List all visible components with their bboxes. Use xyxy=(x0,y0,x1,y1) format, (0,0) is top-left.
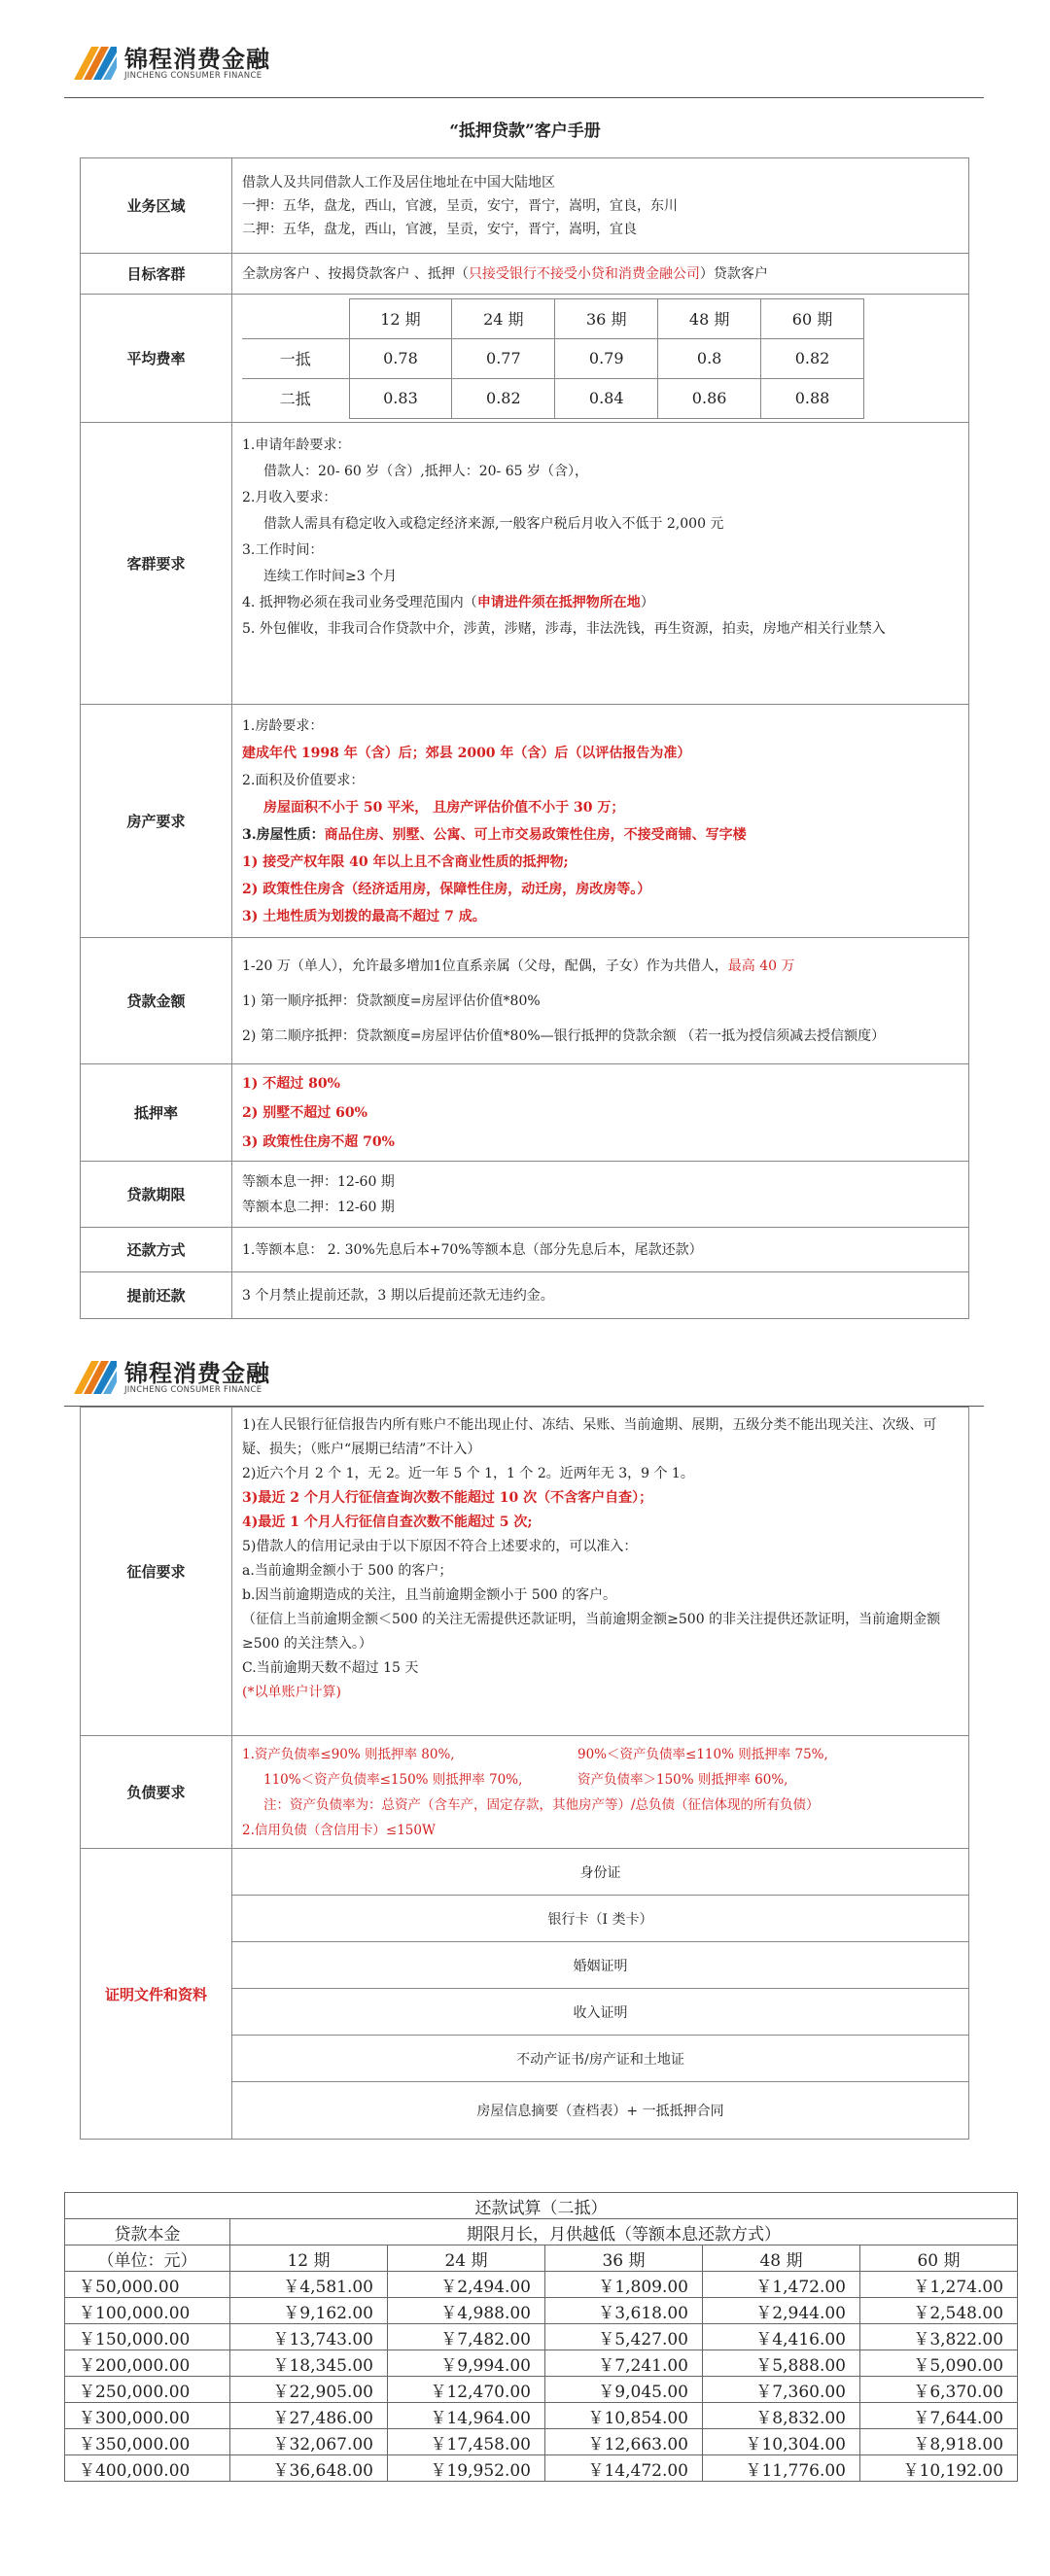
row-amount xyxy=(81,938,969,1064)
payment-cell: ￥19,952.00 xyxy=(388,2455,545,2482)
doc-item: 房屋信息摘要（查档表）+ 一抵抵押合同 xyxy=(232,2082,968,2140)
principal-cell: ￥200,000.00 xyxy=(65,2350,230,2377)
rate-corner xyxy=(242,298,349,338)
rate-value: 0.88 xyxy=(761,378,864,418)
property-line-red: 2) 政策性住房含（经济适用房，保障性住房，动迁房，房改房等。） xyxy=(242,881,651,897)
area-line: 一押：五华，盘龙，西山，官渡，呈贡，安宁，晋宁，嵩明，宜良，东川 xyxy=(242,197,678,214)
property-line-red: 房屋面积不小于 50 平米， 且房产评估价值不小于 30 万； xyxy=(263,799,625,816)
property-line-red: 3) 土地性质为划拨的最高不超过 7 成。 xyxy=(242,908,486,924)
label-property: 房产要求 xyxy=(81,705,232,938)
payment-cell: ￥5,888.00 xyxy=(703,2350,860,2377)
payment-cell: ￥6,370.00 xyxy=(860,2377,1018,2403)
payment-cell: ￥7,482.00 xyxy=(388,2324,545,2350)
payment-cell: ￥11,776.00 xyxy=(703,2455,860,2482)
brand-name-en: JINCHENG CONSUMER FINANCE xyxy=(124,71,262,82)
calc-col0-header: 贷款本金 xyxy=(65,2219,230,2245)
payment-cell: ￥1,809.00 xyxy=(545,2272,703,2298)
payment-cell: ￥7,644.00 xyxy=(860,2403,1018,2429)
credit-line: b.因当前逾期造成的关注，且当前逾期金额小于 500 的客户。 xyxy=(242,1587,617,1603)
table-row xyxy=(65,2272,1018,2298)
payment-cell: ￥12,663.00 xyxy=(545,2429,703,2455)
handbook-table-2 xyxy=(80,1407,969,2140)
property-line-red: 1) 接受产权年限 40 年以上且不含商业性质的抵押物; xyxy=(242,853,569,870)
property-line-red: 建成年代 1998 年（含）后；郊县 2000 年（含）后（以评估报告为准） xyxy=(242,745,691,761)
row-target xyxy=(81,254,969,295)
calc-period: 48 期 xyxy=(703,2245,860,2272)
rate-table xyxy=(242,298,864,419)
payment-cell: ￥2,548.00 xyxy=(860,2298,1018,2324)
row-property xyxy=(81,705,969,938)
property-line-red: 商品住房、别墅、公寓、可上市交易政策性住房，不接受商铺、写字楼 xyxy=(324,826,747,843)
label-target: 目标客群 xyxy=(81,254,232,295)
label-prepay: 提前还款 xyxy=(81,1272,232,1319)
credit-line: 2)近六个月 2 个 1，无 2。近一年 5 个 1，1 个 2。近两年无 3，9 个 1。 xyxy=(242,1466,694,1481)
ltv-line: 3) 政策性住房不超 70% xyxy=(242,1133,395,1150)
credit-line-red: (*以单账户计算) xyxy=(242,1685,341,1700)
term-line: 等额本息二押：12-60 期 xyxy=(242,1199,395,1215)
principal-cell: ￥100,000.00 xyxy=(65,2298,230,2324)
label-term: 贷款期限 xyxy=(81,1162,232,1228)
target-text-red: 只接受银行不接受小贷和消费金融公司 xyxy=(468,265,700,282)
rate-value: 0.77 xyxy=(452,338,555,378)
payment-cell: ￥3,822.00 xyxy=(860,2324,1018,2350)
brand-logo xyxy=(68,1353,270,1404)
customer-line-red: 申请进件须在抵押物所在地 xyxy=(476,595,641,610)
doc-item: 不动产证书/房产证和土地证 xyxy=(232,2036,968,2082)
payment-cell: ￥3,618.00 xyxy=(545,2298,703,2324)
debt-line: 注：资产负债率为：总资产（含车产，固定存款，其他房产等）/总负债（征信体现的所有负债） xyxy=(263,1796,820,1813)
brand-name-en: JINCHENG CONSUMER FINANCE xyxy=(124,1385,262,1396)
area-line: 二押：五华，盘龙，西山，官渡，呈贡，安宁，晋宁，嵩明，宜良 xyxy=(242,221,637,237)
brand-name-cn: 锦程消费金融 xyxy=(124,45,270,73)
table-row xyxy=(65,2350,1018,2377)
customer-line: 借款人：20- 60 岁（含）,抵押人：20- 65 岁（含）， xyxy=(263,464,588,479)
table-row xyxy=(65,2429,1018,2455)
logo-mark-icon xyxy=(68,39,119,89)
target-text: 全款房客户 、按揭贷款客户 、抵押（ xyxy=(242,265,469,282)
payment-cell: ￥4,988.00 xyxy=(388,2298,545,2324)
area-line: 借款人及共同借款人工作及居住地址在中国大陆地区 xyxy=(242,174,555,191)
calc-period: 12 期 xyxy=(230,2245,388,2272)
customer-line: 1.申请年龄要求： xyxy=(242,437,351,453)
calc-period: 36 期 xyxy=(545,2245,703,2272)
credit-line: （征信上当前逾期金额＜500 的关注无需提供还款证明，当前逾期金额≥500 的非关注提供还款证明，当前逾期金额≥500 的关注禁入。） xyxy=(242,1612,941,1652)
doc-item: 婚姻证明 xyxy=(232,1942,968,1989)
rate-period: 48 期 xyxy=(658,298,761,338)
amount-line: 1) 第一顺序抵押：贷款额度=房屋评估价值*80% xyxy=(242,992,541,1009)
customer-line: 2.月收入要求： xyxy=(242,490,337,505)
page-title: “抵押贷款”客户手册 xyxy=(449,122,601,141)
row-docs xyxy=(81,1849,969,2140)
payment-cell: ￥9,162.00 xyxy=(230,2298,388,2324)
row-credit xyxy=(81,1408,969,1736)
ltv-line: 1) 不超过 80% xyxy=(242,1075,340,1092)
calc-title: 还款试算（二抵） xyxy=(65,2193,1018,2219)
rate-period: 24 期 xyxy=(452,298,555,338)
rate-value: 0.82 xyxy=(761,338,864,378)
target-text: ）贷款客户 xyxy=(699,265,768,282)
payment-cell: ￥32,067.00 xyxy=(230,2429,388,2455)
credit-line: 5)借款人的信用记录由于以下原因不符合上述要求的，可以准入： xyxy=(242,1539,638,1554)
calc-span-header: 期限月长，月供越低（等额本息还款方式） xyxy=(230,2219,1018,2245)
label-docs: 证明文件和资料 xyxy=(81,1849,232,2140)
term-line: 等额本息一押：12-60 期 xyxy=(242,1173,395,1190)
row-repay xyxy=(81,1228,969,1272)
ltv-line: 2) 别墅不超过 60% xyxy=(242,1104,368,1121)
property-line: 1.房龄要求： xyxy=(242,717,324,734)
payment-cell: ￥12,470.00 xyxy=(388,2377,545,2403)
principal-cell: ￥50,000.00 xyxy=(65,2272,230,2298)
payment-cell: ￥5,090.00 xyxy=(860,2350,1018,2377)
debt-line: 110%＜资产负债率≤150% 则抵押率 70%, xyxy=(263,1771,523,1788)
payment-cell: ￥36,648.00 xyxy=(230,2455,388,2482)
doc-item: 银行卡（I 类卡） xyxy=(232,1896,968,1942)
prepay-line: 3 个月禁止提前还款，3 期以后提前还款无违约金。 xyxy=(232,1272,969,1319)
debt-line: 2.信用负债（含信用卡）≤150W xyxy=(242,1822,436,1838)
row-ltv xyxy=(81,1064,969,1162)
docs-list xyxy=(232,1849,968,2139)
table-row xyxy=(65,2455,1018,2482)
label-customer: 客群要求 xyxy=(81,423,232,705)
brand-name-cn: 锦程消费金融 xyxy=(124,1359,270,1387)
rate-value: 0.82 xyxy=(452,378,555,418)
rate-row-name: 二抵 xyxy=(242,378,349,418)
payment-cell: ￥4,416.00 xyxy=(703,2324,860,2350)
credit-line: C.当前逾期天数不超过 15 天 xyxy=(242,1660,419,1676)
payment-cell: ￥2,944.00 xyxy=(703,2298,860,2324)
payment-cell: ￥8,918.00 xyxy=(860,2429,1018,2455)
payment-cell: ￥7,360.00 xyxy=(703,2377,860,2403)
label-debt: 负债要求 xyxy=(81,1736,232,1849)
payment-cell: ￥5,427.00 xyxy=(545,2324,703,2350)
table-row xyxy=(65,2298,1018,2324)
brand-logo xyxy=(68,39,270,89)
customer-line: ） xyxy=(640,595,654,610)
payment-cell: ￥2,494.00 xyxy=(388,2272,545,2298)
debt-line: 90%＜资产负债率≤110% 则抵押率 75%, xyxy=(578,1746,828,1762)
rate-value: 0.86 xyxy=(658,378,761,418)
payment-cell: ￥4,581.00 xyxy=(230,2272,388,2298)
payment-cell: ￥10,304.00 xyxy=(703,2429,860,2455)
property-line: 2.面积及价值要求： xyxy=(242,772,365,788)
label-rate: 平均费率 xyxy=(81,295,232,423)
repay-line: 1.等额本息： 2. 30%先息后本+70%等额本息（部分先息后本，尾款还款） xyxy=(232,1228,969,1272)
debt-line: 资产负债率＞150% 则抵押率 60%, xyxy=(578,1771,788,1788)
table-row xyxy=(65,2377,1018,2403)
property-line: 3.房屋性质： xyxy=(242,826,325,843)
payment-cell: ￥13,743.00 xyxy=(230,2324,388,2350)
payment-cell: ￥22,905.00 xyxy=(230,2377,388,2403)
rate-period: 60 期 xyxy=(761,298,864,338)
credit-line: a.当前逾期金额小于 500 的客户； xyxy=(242,1563,453,1579)
row-rate xyxy=(81,295,969,423)
row-debt xyxy=(81,1736,969,1849)
handbook-table-1 xyxy=(80,157,969,1319)
label-ltv: 抵押率 xyxy=(81,1064,232,1162)
debt-line: 1.资产负债率≤90% 则抵押率 80%, xyxy=(242,1746,455,1762)
repayment-table xyxy=(64,2192,1018,2482)
rate-value: 0.8 xyxy=(658,338,761,378)
label-amount: 贷款金额 xyxy=(81,938,232,1064)
rate-value: 0.83 xyxy=(349,378,452,418)
amount-line: 2) 第二顺序抵押：贷款额度=房屋评估价值*80%—银行抵押的贷款余额 （若一抵为授信须减去授信额度） xyxy=(242,1027,886,1044)
payment-cell: ￥8,832.00 xyxy=(703,2403,860,2429)
payment-cell: ￥7,241.00 xyxy=(545,2350,703,2377)
row-term xyxy=(81,1162,969,1228)
calc-unit: （单位：元） xyxy=(65,2245,230,2272)
payment-cell: ￥10,192.00 xyxy=(860,2455,1018,2482)
customer-line: 5. 外包催收，非我司合作贷款中介，涉黄，涉赌，涉毒，非法洗钱，再生资源，拍卖，房地产相关行业禁入 xyxy=(242,621,886,637)
rate-value: 0.78 xyxy=(349,338,452,378)
rate-value: 0.84 xyxy=(555,378,658,418)
principal-cell: ￥400,000.00 xyxy=(65,2455,230,2482)
row-area xyxy=(81,158,969,254)
principal-cell: ￥250,000.00 xyxy=(65,2377,230,2403)
customer-line: 3.工作时间： xyxy=(242,542,324,558)
doc-item: 收入证明 xyxy=(232,1989,968,2036)
credit-line: 1)在人民银行征信报告内所有账户不能出现止付、冻结、呆账、当前逾期、展期，五级分类不能出现关注、次级、可疑、损失；（账户“展期已结清”不计入） xyxy=(242,1417,937,1457)
payment-cell: ￥10,854.00 xyxy=(545,2403,703,2429)
payment-cell: ￥1,274.00 xyxy=(860,2272,1018,2298)
customer-line: 连续工作时间≥3 个月 xyxy=(263,569,398,584)
payment-cell: ￥27,486.00 xyxy=(230,2403,388,2429)
rate-row-name: 一抵 xyxy=(242,338,349,378)
table-row xyxy=(65,2324,1018,2350)
rate-period: 36 期 xyxy=(555,298,658,338)
principal-cell: ￥350,000.00 xyxy=(65,2429,230,2455)
customer-line: 借款人需具有稳定收入或稳定经济来源,一般客户税后月收入不低于 2,000 元 xyxy=(263,516,724,532)
logo-mark-icon xyxy=(68,1353,119,1404)
credit-line-red: 3)最近 2 个月人行征信查询次数不能超过 10 次（不含客户自查）； xyxy=(242,1490,653,1506)
rate-period: 12 期 xyxy=(349,298,452,338)
credit-line-red: 4)最近 1 个月人行征信自查次数不能超过 5 次; xyxy=(242,1514,533,1530)
payment-cell: ￥18,345.00 xyxy=(230,2350,388,2377)
payment-cell: ￥1,472.00 xyxy=(703,2272,860,2298)
payment-cell: ￥9,045.00 xyxy=(545,2377,703,2403)
doc-item: 身份证 xyxy=(232,1849,968,1896)
payment-cell: ￥14,964.00 xyxy=(388,2403,545,2429)
amount-line-red: 最高 40 万 xyxy=(727,957,795,974)
label-repay: 还款方式 xyxy=(81,1228,232,1272)
label-area: 业务区域 xyxy=(81,158,232,254)
row-customer xyxy=(81,423,969,705)
customer-line: 4. 抵押物必须在我司业务受理范围内（ xyxy=(242,595,477,610)
calc-period: 24 期 xyxy=(388,2245,545,2272)
payment-cell: ￥17,458.00 xyxy=(388,2429,545,2455)
payment-cell: ￥14,472.00 xyxy=(545,2455,703,2482)
label-credit: 征信要求 xyxy=(81,1408,232,1736)
rate-value: 0.79 xyxy=(555,338,658,378)
header-divider xyxy=(64,97,984,98)
table-row xyxy=(65,2403,1018,2429)
payment-cell: ￥9,994.00 xyxy=(388,2350,545,2377)
calc-period: 60 期 xyxy=(860,2245,1018,2272)
principal-cell: ￥300,000.00 xyxy=(65,2403,230,2429)
principal-cell: ￥150,000.00 xyxy=(65,2324,230,2350)
amount-line: 1-20 万（单人），允许最多增加1位直系亲属（父母，配偶，子女）作为共借人， xyxy=(242,957,728,974)
row-prepay xyxy=(81,1272,969,1319)
